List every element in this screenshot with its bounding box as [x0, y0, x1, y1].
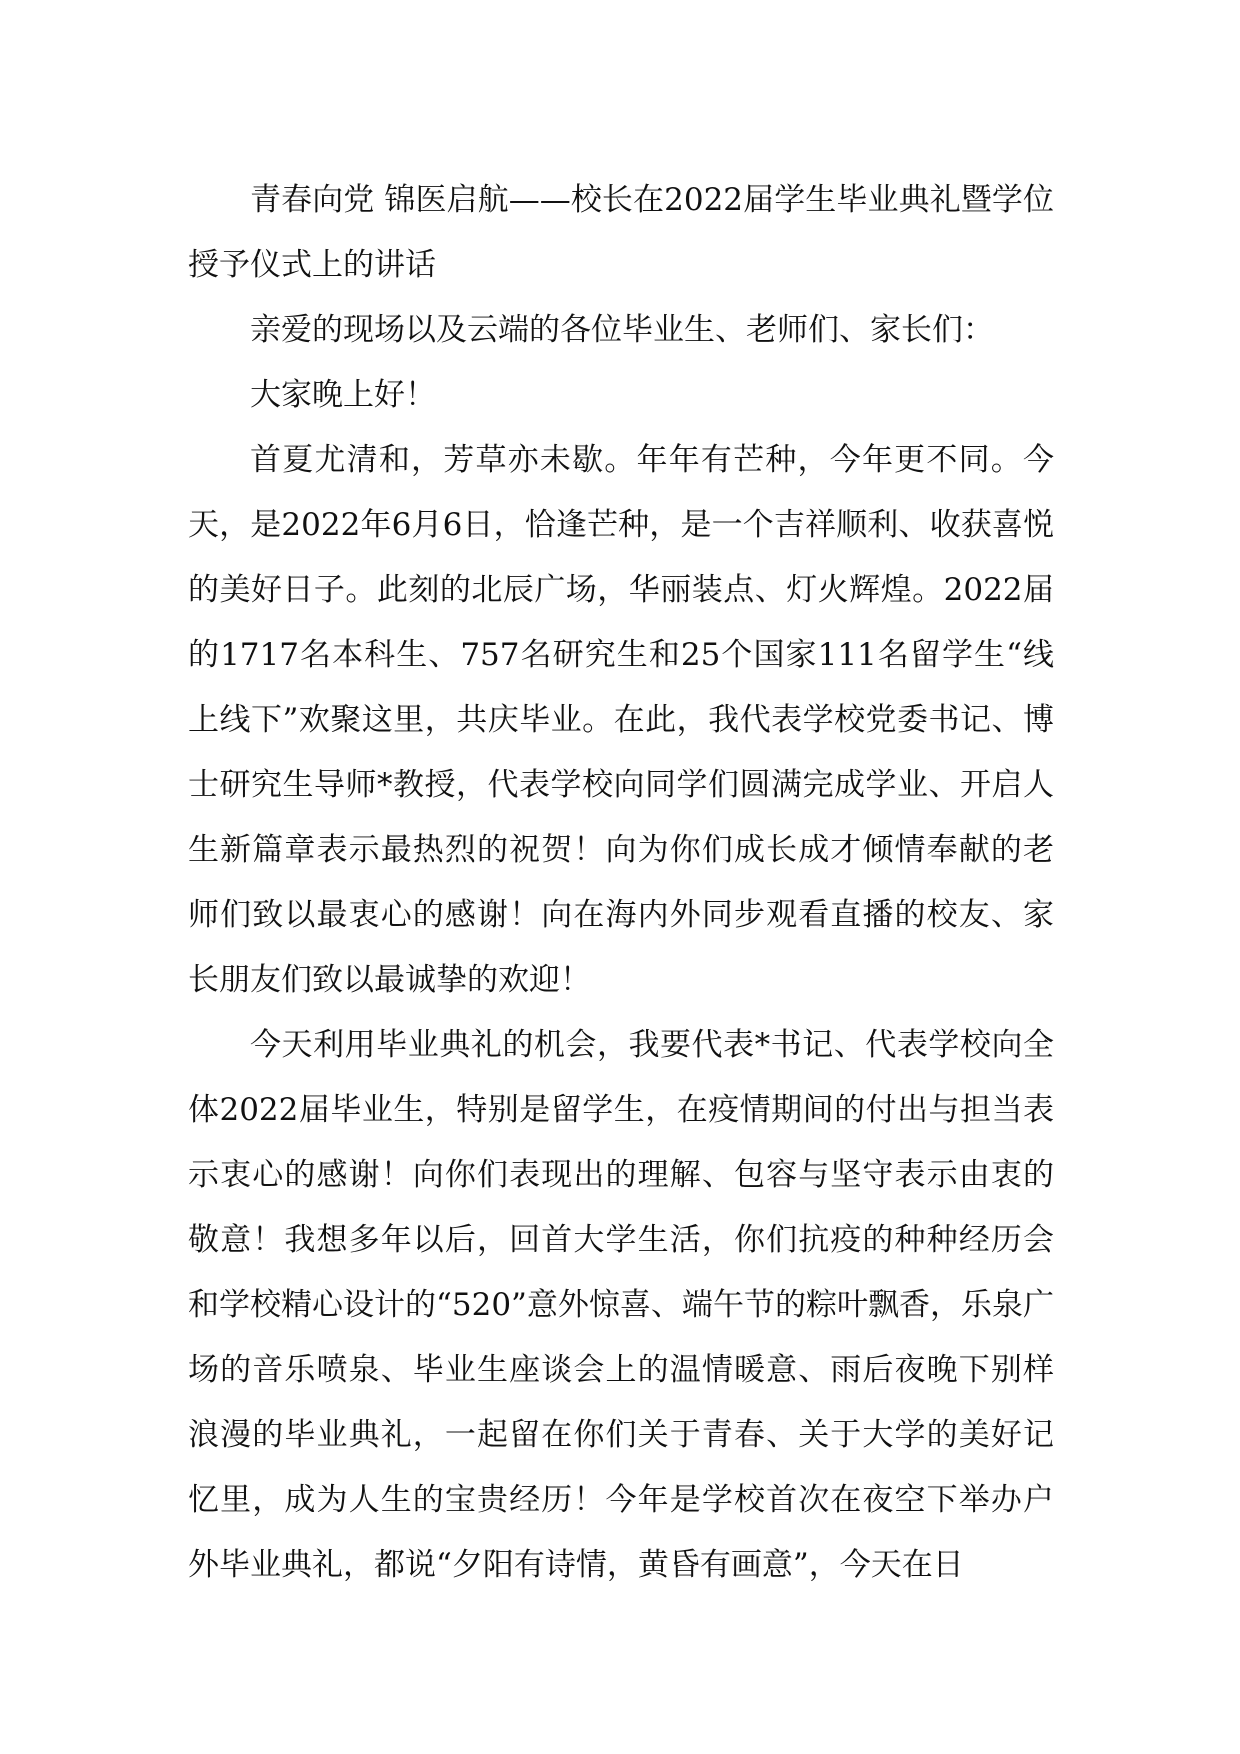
salutation: 亲爱的现场以及云端的各位毕业生、老师们、家长们：: [250, 312, 994, 348]
document-body: [188, 168, 1054, 1598]
paragraph-1: 首夏尤清和，芳草亦未歇。年年有芒种，今年更不同。今天，是2022年6月6日，恰逢芒种，是一个吉祥顺利、收获喜悦的美好日子。此刻的北辰广场，华丽装点、灯火辉煌。2022届的1717名本科生、757名研究生和25个国家111名留学生“线上线下”欢聚这里，共庆毕业。在此，我代表学校党委书记、博士研究生导师*教授，代表学校向同学们圆满完成学业、开启人生新篇章表示最热烈的祝贺！向为你们成长成才倾情奉献的老师们致以最衷心的感谢！向在海内外同步观看直播的校友、家长朋友们致以最诚挚的欢迎！: [188, 442, 1054, 998]
document-title: 青春向党 锦医启航——校长在2022届学生毕业典礼暨学位授予仪式上的讲话: [188, 182, 1054, 283]
paragraph-2: 今天利用毕业典礼的机会，我要代表*书记、代表学校向全体2022届毕业生，特别是留学生，在疫情期间的付出与担当表示衷心的感谢！向你们表现出的理解、包容与坚守表示由衷的敬意！我想多年以后，回首大学生活，你们抗疫的种种经历会和学校精心设计的“520”意外惊喜、端午节的粽叶飘香，乐泉广场的音乐喷泉、毕业生座谈会上的温情暖意、雨后夜晚下别样浪漫的毕业典礼，一起留在你们关于青春、关于大学的美好记忆里，成为人生的宝贵经历！今年是学校首次在夜空下举办户外毕业典礼，都说“夕阳有诗情，黄昏有画意”，今天在日: [188, 1027, 1054, 1583]
greeting: 大家晚上好！: [250, 377, 436, 413]
